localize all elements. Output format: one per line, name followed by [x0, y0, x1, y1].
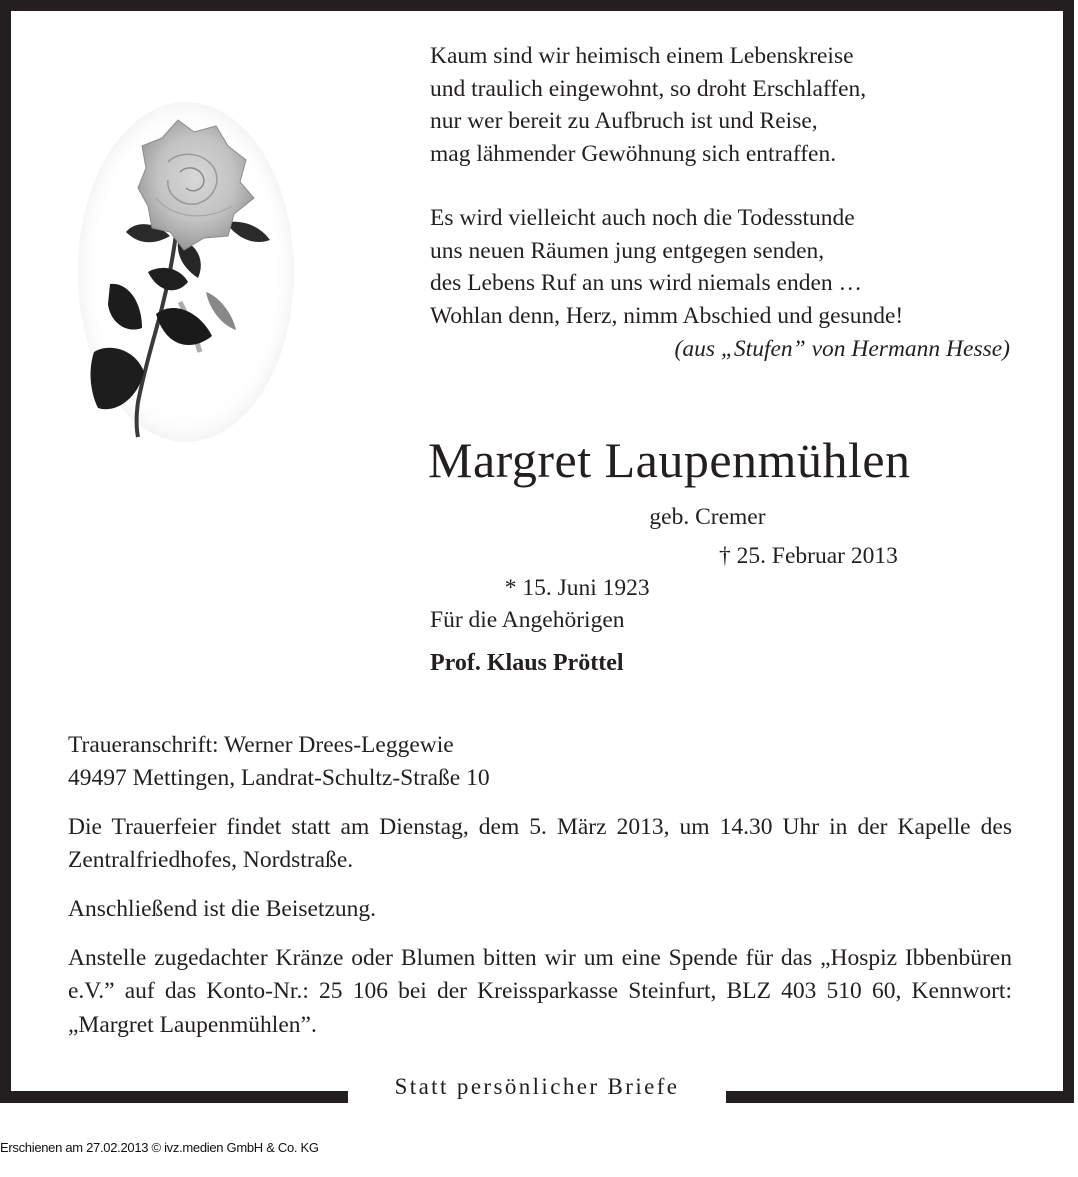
frame-border-left [0, 0, 11, 1103]
address-line-1: Traueranschrift: Werner Drees-Leggewie [68, 732, 454, 758]
poem-stanza-2 [430, 202, 1020, 332]
mourning-address [68, 729, 1012, 796]
deceased-name: Margret Laupenmühlen [428, 432, 911, 488]
relatives-label: Für die Angehörigen [430, 607, 625, 633]
relatives-name: Prof. Klaus Pröttel [430, 650, 624, 676]
poem-attribution: (aus „Stufen” von Hermann Hesse) [674, 336, 1010, 362]
burial-info: Anschließend ist die Beisetzung. [68, 896, 377, 923]
frame-border-bottom-right [726, 1091, 1074, 1103]
poem-line: nur wer bereit zu Aufbruch ist und Reise, [430, 108, 818, 134]
ceremony-info: Die Trauerfeier findet statt am Dienstag, dem 5. März 2013, um 14.30 Uhr in der Kapelle des Zentralfriedhofes, Nordstraße. [68, 814, 1012, 874]
funeral-details [68, 729, 1012, 1057]
rose-icon [76, 102, 296, 447]
frame-border-bottom-left [0, 1091, 348, 1103]
poem-line: Wohlan denn, Herz, nimm Abschied und gesunde! [430, 302, 904, 329]
frame-border-right [1063, 0, 1074, 1103]
frame-border-top [0, 0, 1074, 11]
poem-stanza-1 [430, 40, 1020, 170]
birth-date: * 15. Juni 1923 [504, 575, 650, 601]
address-line-2: 49497 Mettingen, Landrat-Schultz-Straße 10 [68, 765, 490, 792]
publication-footer: Erschienen am 27.02.2013 © ivz.medien GmbH & Co. KG [0, 1140, 319, 1155]
poem-line: Es wird vielleicht auch noch die Todesstunde [430, 205, 855, 231]
poem [430, 40, 1020, 366]
maiden-name: geb. Cremer [649, 504, 766, 530]
poem-line: und traulich eingewohnt, so droht Erschlaffen, [430, 75, 867, 102]
poem-line: des Lebens Ruf an uns wird niemals enden … [430, 270, 863, 296]
poem-line: uns neuen Räumen jung entgegen senden, [430, 237, 825, 264]
poem-line: mag lähmender Gewöhnung sich entraffen. [430, 140, 837, 167]
donation-info: Anstelle zugedachter Kränze oder Blumen bitten wir um eine Spende für das „Hospiz Ibbenbüren e.V.” auf das Konto-Nr.: 25 106 bei der Kreissparkasse Steinfurt, BLZ 403 510 60, Kennwort: „Margret Laupenmühlen”. [68, 944, 1012, 1038]
poem-line: Kaum sind wir heimisch einem Lebenskreise [430, 43, 854, 69]
frame-caption: Statt persönlicher Briefe [394, 1074, 680, 1099]
death-date: † 25. Februar 2013 [719, 543, 898, 569]
